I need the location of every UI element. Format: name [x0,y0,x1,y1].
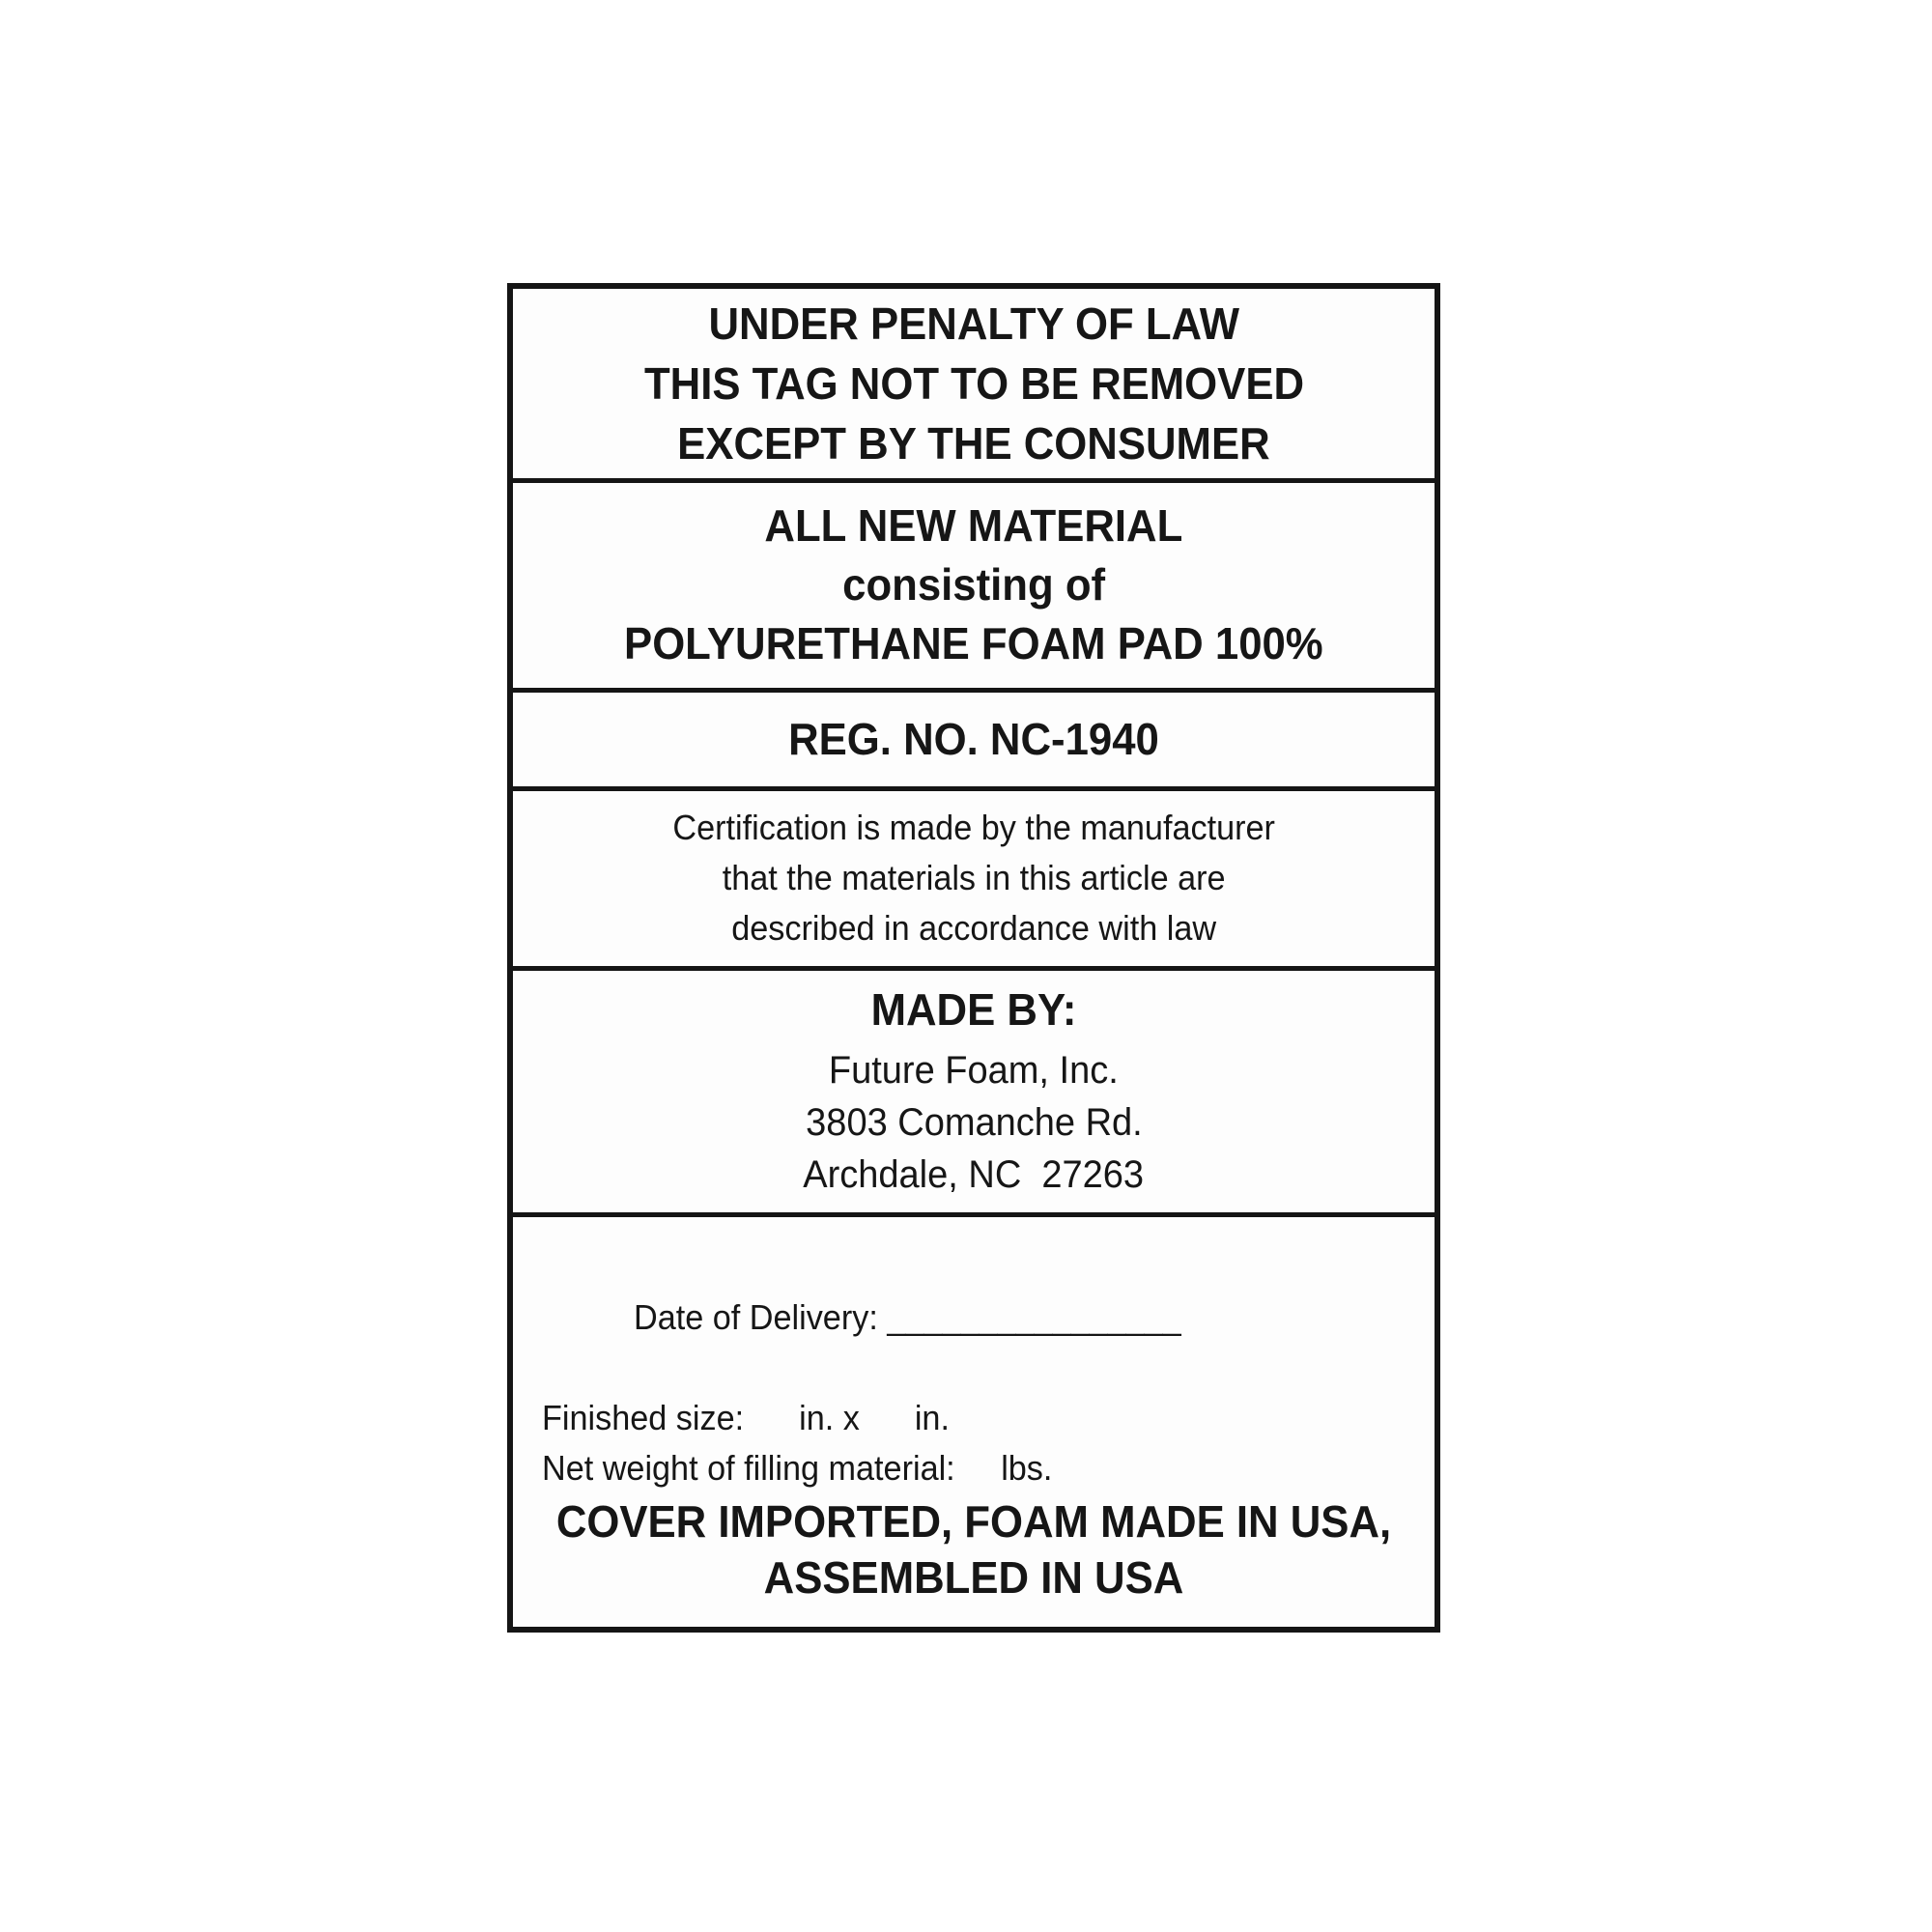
finished-size-row: Finished size: in. x in. [542,1398,950,1437]
date-of-delivery-row [542,1242,1362,1393]
date-of-delivery-label: Date of Delivery: [634,1297,888,1337]
penalty-warning-section [513,289,1435,483]
fill-in-fields-block [513,1217,1435,1493]
registration-number: REG. NO. NC-1940 [788,714,1159,765]
net-weight-row: Net weight of filling material: lbs. [542,1448,1053,1488]
material-content-section [513,483,1435,693]
certification-line: that the materials in this article are [722,858,1226,898]
certification-line: Certification is made by the manufacturer [672,808,1275,848]
certification-line: described in accordance with law [731,908,1216,949]
warning-line: THIS TAG NOT TO BE REMOVED [643,357,1304,409]
origin-line: ASSEMBLED IN USA [763,1552,1184,1603]
delivery-details-section [513,1217,1435,1627]
manufacturer-name: Future Foam, Inc. [829,1048,1119,1092]
certification-section [513,791,1435,971]
material-line: ALL NEW MATERIAL [764,500,1183,552]
manufacturer-city-state-zip: Archdale, NC 27263 [803,1152,1145,1196]
date-of-delivery-blank: ________________ [887,1297,1181,1337]
made-by-heading: MADE BY: [870,983,1077,1035]
origin-line: COVER IMPORTED, FOAM MADE IN USA, [555,1496,1392,1547]
material-line: consisting of [842,559,1105,611]
law-tag-label [507,283,1440,1633]
origin-statement-block [513,1493,1435,1627]
manufacturer-section [513,971,1435,1217]
warning-line: EXCEPT BY THE CONSUMER [677,417,1270,469]
manufacturer-street: 3803 Comanche Rd. [805,1100,1143,1144]
material-line: POLYURETHANE FOAM PAD 100% [624,618,1323,669]
registration-number-section [513,693,1435,791]
warning-line: UNDER PENALTY OF LAW [708,298,1239,349]
